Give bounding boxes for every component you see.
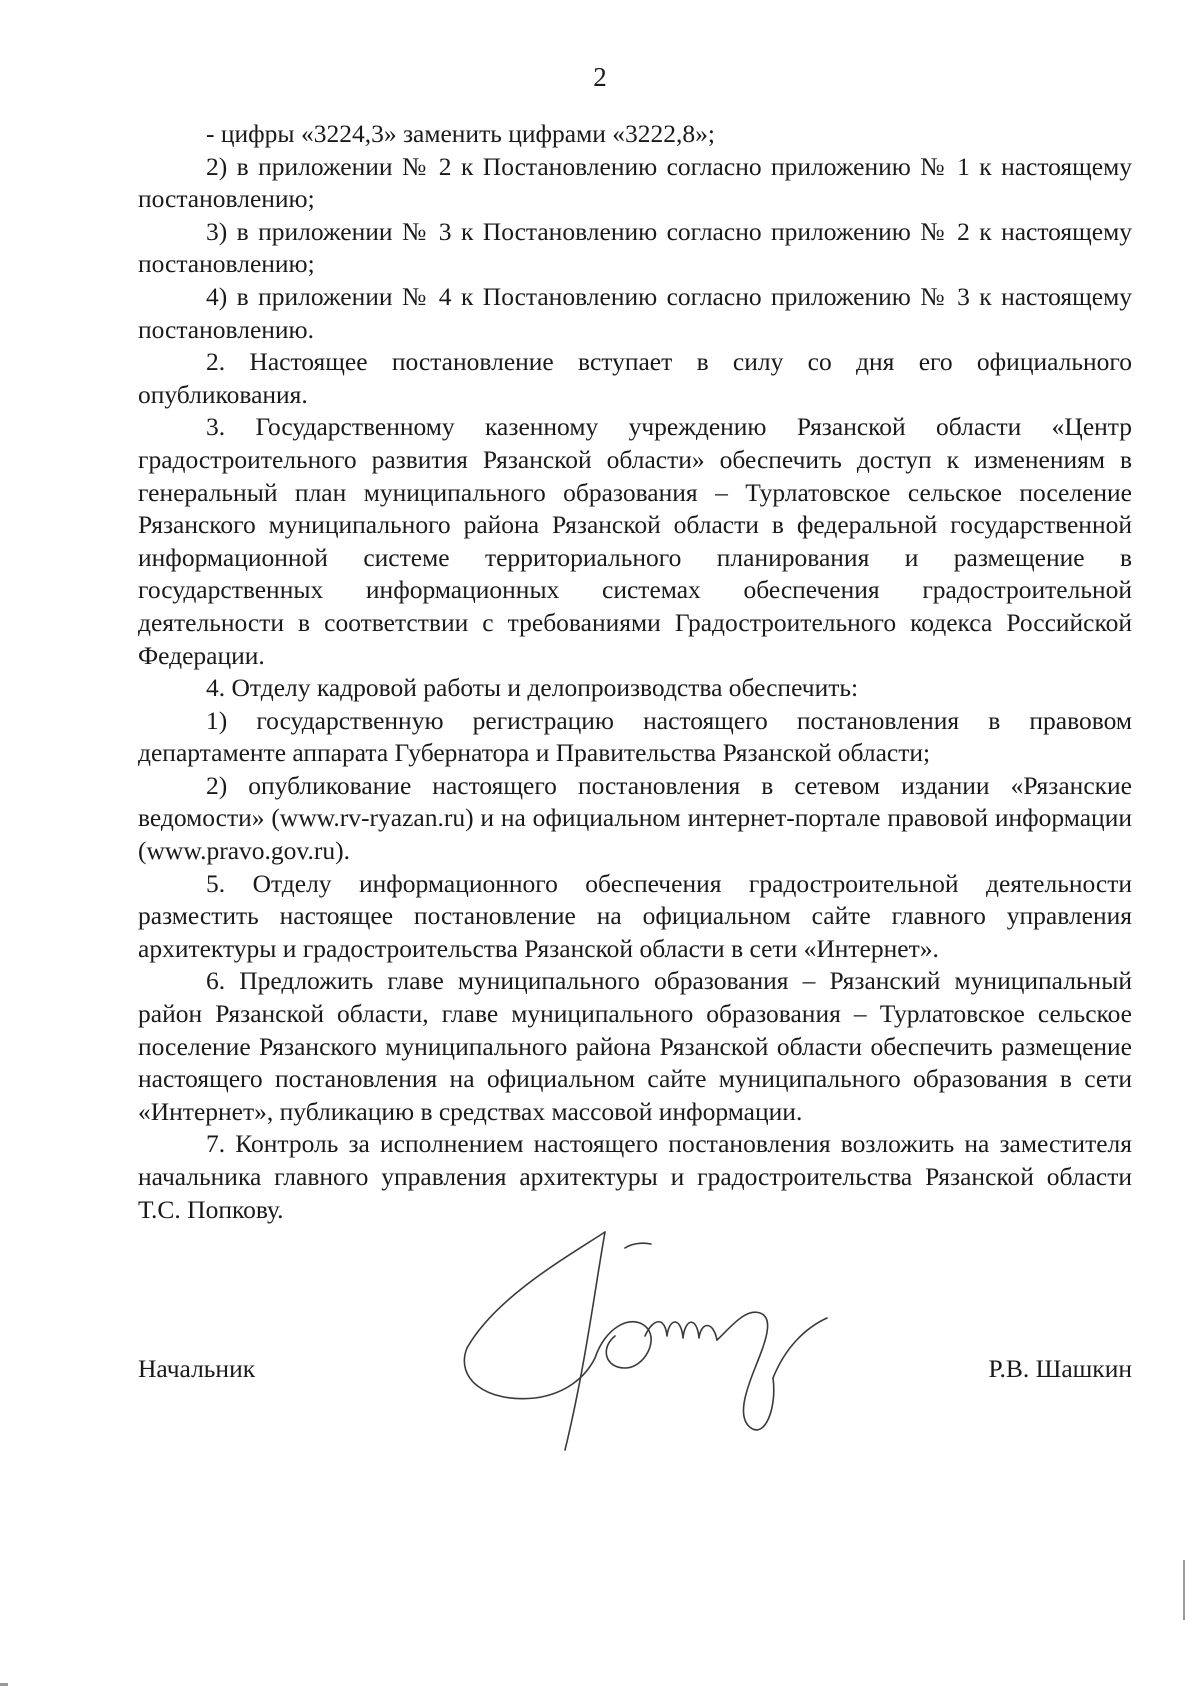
document-body: [138, 118, 1132, 1226]
paragraph-item: - цифры «3224,3» заменить цифрами «3222,8»;: [206, 119, 715, 148]
handwritten-signature-icon: [455, 1218, 835, 1458]
paragraph-item: 2. Настоящее постановление вступает в силу со дня его официального опубликования.: [138, 347, 1132, 409]
paragraph-item: 5. Отделу информационного обеспечения градостроительной деятельности разместить настоящее постановление на официальном сайте главного управления архитектуры и градостроительства Рязанской области в сети «Интернет».: [138, 868, 1132, 963]
paragraph-item: 2) опубликование настоящего постановления в сетевом издании «Рязанские ведомости» (www.rv-ryazan.ru) и на официальном интернет-портале правовой информации (www.pravo.gov.ru).: [138, 770, 1132, 866]
paragraph-item: 3) в приложении № 3 к Постановлению согласно приложению № 2 к настоящему постановлению;: [138, 216, 1132, 279]
paragraph-item: 3. Государственному казенному учреждению Рязанской области «Центр градостроительного развития Рязанской области» обеспечить доступ к изменениям в генеральный план муниципального образования – Турлатовское сельское поселение Рязанского муниципального района Рязанской области в федеральной государственной информационной системе территориального планирования и размещение в государственных информационных системах обеспечения градостроительной деятельности в соответствии с требованиями Градостроительного кодекса Российской Федерации.: [138, 412, 1132, 670]
scan-edge-mark: [0, 1683, 8, 1686]
paragraph-item: 4. Отделу кадровой работы и делопроизводства обеспечить:: [206, 673, 859, 703]
paragraph-item: 7. Контроль за исполнением настоящего постановления возложить на заместителя начальника главного управления архитектуры и градостроительства Рязанской области Т.С. Попкову.: [138, 1129, 1132, 1224]
paragraph-item: 6. Предложить главе муниципального образования – Рязанский муниципальный район Рязанской области, главе муниципального образования – Турлатовское сельское поселение Рязанского муниципального района Рязанской области обеспечить размещение настоящего постановления на официальном сайте муниципального образования в сети «Интернет», публикацию в средствах массовой информации.: [138, 966, 1132, 1126]
paragraph-item: 1) государственную регистрацию настоящего постановления в правовом департаменте аппарата Губернатора и Правительства Рязанской области;: [138, 705, 1132, 768]
signer-title: Начальник: [138, 1354, 256, 1383]
scan-edge-mark: [1183, 1560, 1185, 1620]
paragraph-item: 2) в приложении № 2 к Постановлению согласно приложению № 1 к настоящему постановлению;: [138, 151, 1132, 214]
page-number: 2: [593, 62, 607, 92]
paragraph-item: 4) в приложении № 4 к Постановлению согласно приложению № 3 к настоящему постановлению.: [138, 281, 1132, 344]
signer-name: Р.В. Шашкин: [988, 1354, 1132, 1383]
